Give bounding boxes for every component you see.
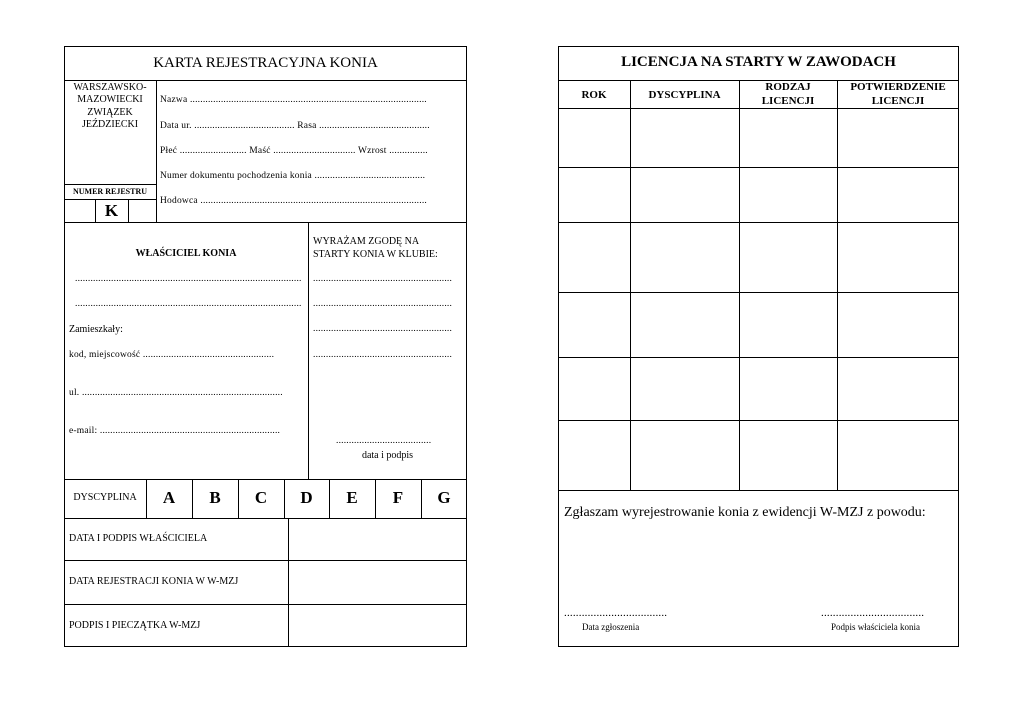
register-number-label: NUMER REJESTRU [72, 187, 147, 196]
deregistration-date-label: Data zgłoszenia [582, 622, 640, 632]
deregistration-reason-area[interactable] [562, 526, 955, 604]
discipline-c-cell[interactable]: C [254, 488, 268, 507]
consent-club-line-1[interactable]: ...................................................... [313, 274, 453, 284]
breeder-field[interactable]: Hodowca ........................................................................................ [160, 196, 427, 206]
discipline-d-cell[interactable]: D [300, 488, 313, 507]
deregistration-signature-line[interactable]: ................................... [821, 607, 925, 619]
consent-club-line-2[interactable]: ...................................................... [313, 299, 453, 309]
sex-color-height-field[interactable]: Płeć .......................... Maść ................................ Wzrost ............... [160, 146, 428, 156]
license-card-title: LICENCJA NA STARTY W ZAWODACH [621, 54, 896, 70]
registration-date-label: DATA REJESTRACJI KONIA W W-MZJ [69, 576, 239, 587]
discipline-e-cell[interactable]: E [346, 488, 358, 507]
owner-address-label: Zamieszkały: [69, 324, 123, 335]
column-header-confirmation-line-1: POTWIERDZENIE [850, 81, 946, 93]
column-header-license-type-line-1: RODZAJ [765, 81, 811, 93]
discipline-b-cell[interactable]: B [209, 488, 221, 507]
official-stamp-cell[interactable] [289, 605, 466, 646]
owner-name-line-1[interactable]: ........................................................................................ [75, 274, 302, 284]
deregistration-date-line[interactable]: ................................... [564, 607, 668, 619]
origin-document-field[interactable]: Numer dokumentu pochodzenia konia ........................................... [160, 171, 426, 181]
column-header-license-type-line-2: LICENCJI [761, 95, 815, 107]
association-name-line-1: WARSZAWSKO- [73, 82, 147, 93]
license-row[interactable] [559, 293, 958, 357]
horse-name-field[interactable]: Nazwa ............................................................................................ [160, 95, 427, 105]
consent-heading-line-1: WYRAŻAM ZGODĘ NA [313, 236, 420, 247]
deregistration-statement: Zgłaszam wyrejestrowanie konia z ewidencji W-MZJ z powodu: [564, 505, 926, 520]
owner-postal-field[interactable]: kod, miejscowość ................................................... [69, 350, 275, 360]
column-header-confirmation-line-2: LICENCJI [871, 95, 925, 107]
consent-signature-label: data i podpis [361, 450, 414, 461]
discipline-g-cell[interactable]: G [437, 488, 451, 507]
owner-name-line-2[interactable]: ........................................................................................ [75, 299, 302, 309]
owner-email-field[interactable]: e-mail: ...................................................................... [69, 426, 281, 436]
license-row[interactable] [559, 421, 958, 490]
registration-card-title: KARTA REJESTRACYJNA KONIA [153, 55, 378, 71]
owner-heading: WŁAŚCICIEL KONIA [135, 248, 237, 259]
column-header-year: ROK [581, 89, 607, 101]
license-row[interactable] [559, 168, 958, 222]
owner-signature-label: DATA I PODPIS WŁAŚCICIELA [69, 533, 208, 544]
column-header-discipline: DYSCYPLINA [648, 89, 721, 101]
deregistration-signature-label: Podpis właściciela konia [831, 622, 920, 632]
official-stamp-label: PODPIS I PIECZĄTKA W-MZJ [69, 620, 201, 631]
association-name-line-2: MAZOWIECKI [77, 94, 143, 105]
consent-signature-line[interactable]: ..................................... [336, 436, 432, 446]
birth-date-breed-field[interactable]: Data ur. ....................................... Rasa ........................................... [160, 121, 430, 131]
consent-club-line-3[interactable]: ...................................................... [313, 324, 453, 334]
association-name-line-3: ZWIĄZEK [87, 107, 133, 118]
license-row[interactable] [559, 223, 958, 292]
owner-street-field[interactable]: ul. .............................................................................. [69, 388, 283, 398]
discipline-f-cell[interactable]: F [392, 488, 404, 507]
association-name-line-4: JEŹDZIECKI [81, 119, 139, 130]
license-row[interactable] [559, 109, 958, 167]
owner-signature-cell[interactable] [289, 519, 466, 560]
consent-club-line-4[interactable]: ...................................................... [313, 350, 453, 360]
registration-date-cell[interactable] [289, 561, 466, 604]
consent-heading-line-2: STARTY KONIA W KLUBIE: [313, 249, 438, 260]
register-prefix: K [104, 201, 119, 220]
discipline-a-cell[interactable]: A [162, 488, 176, 507]
license-row[interactable] [559, 358, 958, 420]
discipline-label: DYSCYPLINA [73, 492, 137, 503]
